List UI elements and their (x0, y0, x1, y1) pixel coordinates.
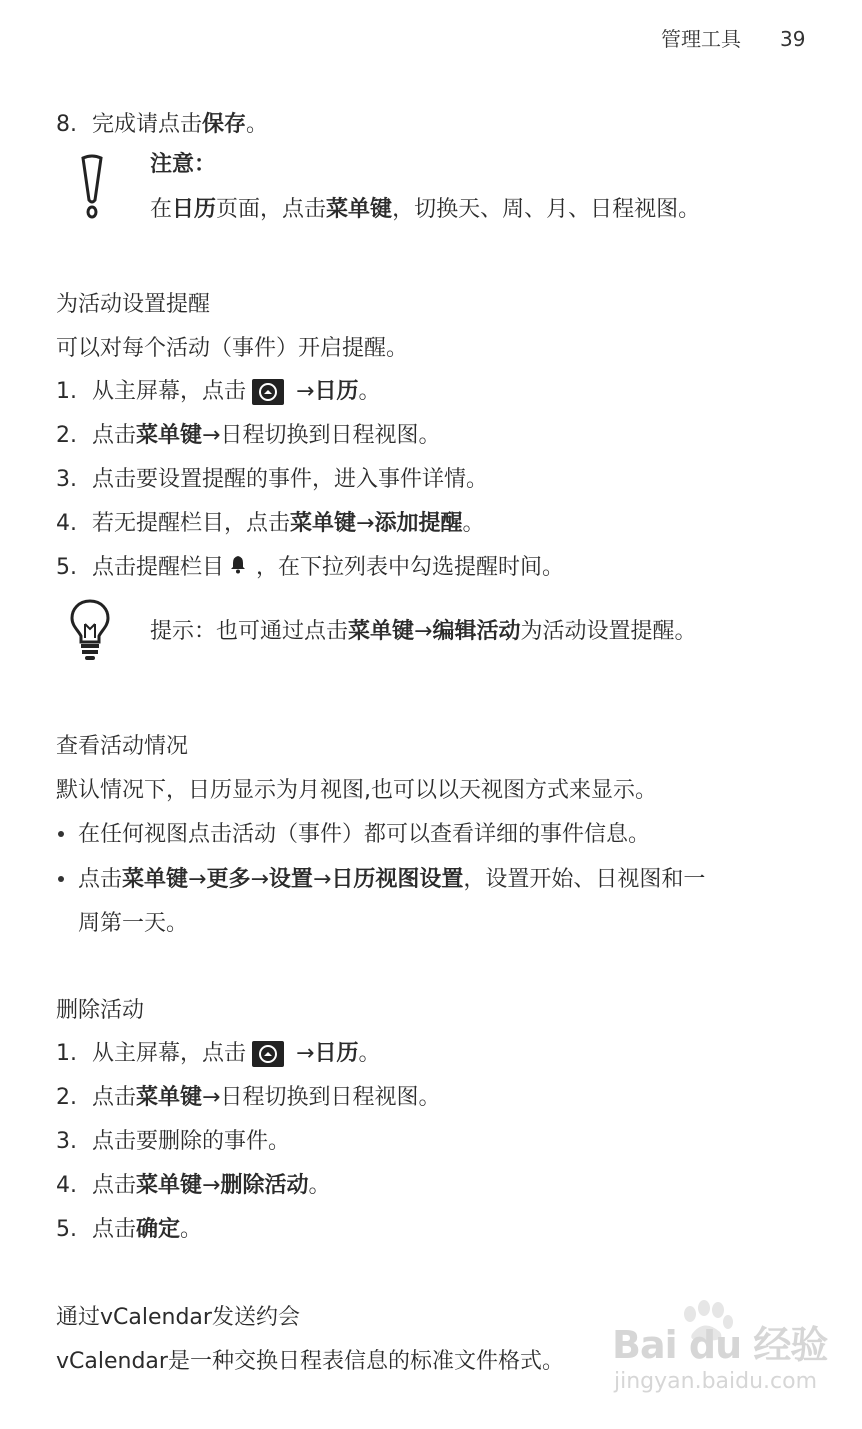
step-text-end: ，在下拉列表中勾选提醒时间。 (256, 555, 565, 580)
step-text-end: 。 (308, 1173, 331, 1198)
bullet-text-post: ，设置开始、日视图和一 (463, 867, 706, 892)
delete-step-1 (56, 1039, 380, 1069)
step-number: 1. (56, 1041, 77, 1066)
step-text-end: 。 (180, 1217, 203, 1242)
step-bold: 日历 (314, 379, 359, 404)
reminder-step-2 (56, 421, 440, 451)
warning-icon (78, 154, 106, 226)
bullet-bold-more: 更多 (206, 867, 251, 892)
reminder-step-5 (56, 553, 564, 583)
note-text-mid: 页面，点击 (216, 197, 327, 222)
step-text-end: 。 (358, 379, 381, 404)
step-bold: 保存 (202, 112, 247, 137)
tip-bold-menu: 菜单键 (348, 619, 415, 644)
step-text: 点击要删除的事件。 (92, 1129, 291, 1154)
app-launcher-icon (252, 379, 284, 405)
step-text: 从主屏幕，点击 (92, 379, 247, 404)
bell-icon (230, 553, 246, 583)
note-text (150, 195, 700, 225)
step-text-end: →日程切换到日程视图。 (202, 1085, 441, 1110)
section-title-view: 查看活动情况 (56, 734, 189, 759)
watermark-logo-text: Bai du 经验 (612, 1323, 828, 1367)
step-number: 4. (56, 511, 77, 536)
arrow: → (356, 511, 375, 536)
step-number: 1. (56, 379, 77, 404)
step-text-end: 。 (462, 511, 485, 536)
arrow: → (250, 867, 269, 892)
bullet-bold-settings: 设置 (268, 867, 313, 892)
step-number: 4. (56, 1173, 77, 1198)
app-launcher-icon (252, 1041, 284, 1067)
bullet-bold-calendar-view-settings: 日历视图设置 (331, 867, 464, 892)
note-label: 注意： (150, 152, 217, 177)
reminder-step-4 (56, 509, 485, 539)
delete-step-4 (56, 1171, 331, 1201)
page-number: 39 (780, 27, 806, 51)
section-title-delete: 删除活动 (56, 998, 145, 1023)
step-text: 点击 (92, 1217, 137, 1242)
note-text-post: ，切换天、周、月、日程视图。 (392, 197, 701, 222)
view-bullet-1: 在任何视图点击活动（事件）都可以查看详细的事件信息。 (78, 822, 651, 847)
section-title-vcalendar: 通过vCalendar发送约会 (56, 1305, 300, 1330)
step-bold: 确定 (136, 1217, 181, 1242)
step-number: 2. (56, 1085, 77, 1110)
lightbulb-icon (68, 598, 112, 666)
step-bold-menu: 菜单键 (136, 1173, 203, 1198)
note-bold-calendar: 日历 (172, 197, 217, 222)
bullet-dot (58, 831, 64, 837)
step-text: 从主屏幕，点击 (92, 1041, 247, 1066)
step-number: 8. (56, 112, 77, 137)
step-number: 2. (56, 423, 77, 448)
step-8 (56, 110, 268, 140)
section-intro-vcalendar: vCalendar是一种交换日程表信息的标准文件格式。 (56, 1349, 564, 1374)
step-number: 3. (56, 467, 77, 492)
section-title-reminder: 为活动设置提醒 (56, 292, 211, 317)
step-bold-delete: 删除活动 (220, 1173, 309, 1198)
arrow: → (414, 619, 433, 644)
step-bold: 日历 (314, 1041, 359, 1066)
view-bullet-2 (78, 865, 705, 895)
step-text: 若无提醒栏目，点击 (92, 511, 291, 536)
tip-text-pre: 提示：也可通过点击 (150, 619, 349, 644)
view-bullet-2-continued: 周第一天。 (78, 911, 189, 936)
step-text: 点击提醒栏目 (92, 555, 225, 580)
bullet-bold-menu: 菜单键 (122, 867, 189, 892)
step-bold: 菜单键 (136, 1085, 203, 1110)
delete-step-5 (56, 1215, 202, 1245)
step-text-end: 。 (246, 112, 269, 137)
note-text-pre: 在 (150, 197, 173, 222)
section-intro-reminder: 可以对每个活动（事件）开启提醒。 (56, 336, 409, 361)
note-bold-menu: 菜单键 (326, 197, 393, 222)
step-text: 点击要设置提醒的事件，进入事件详情。 (92, 467, 489, 492)
step-bold-add: 添加提醒 (374, 511, 463, 536)
step-bold-menu: 菜单键 (290, 511, 357, 536)
tip-bold-edit: 编辑活动 (432, 619, 521, 644)
arrow: → (296, 1041, 315, 1066)
step-bold: 菜单键 (136, 423, 203, 448)
step-number: 5. (56, 555, 77, 580)
step-text: 点击 (92, 1085, 137, 1110)
bullet-dot (58, 876, 64, 882)
arrow: → (296, 379, 315, 404)
section-intro-view: 默认情况下，日历显示为月视图,也可以以天视图方式来显示。 (56, 778, 657, 803)
step-text: 点击 (92, 1173, 137, 1198)
delete-step-2 (56, 1083, 440, 1113)
step-number: 5. (56, 1217, 77, 1242)
arrow: → (312, 867, 332, 892)
step-text-end: →日程切换到日程视图。 (202, 423, 441, 448)
step-text-end: 。 (358, 1041, 381, 1066)
step-text: 点击 (92, 423, 137, 448)
page-header-title: 管理工具 (661, 27, 741, 51)
bullet-text-pre: 点击 (78, 867, 123, 892)
delete-step-3 (56, 1127, 290, 1157)
watermark-url: jingyan.baidu.com (614, 1369, 818, 1394)
reminder-step-1 (56, 377, 380, 407)
step-number: 3. (56, 1129, 77, 1154)
step-text: 完成请点击 (92, 112, 203, 137)
tip-text-post: 为活动设置提醒。 (520, 619, 697, 644)
tip-text (150, 617, 697, 647)
arrow: → (188, 867, 207, 892)
arrow: → (202, 1173, 221, 1198)
reminder-step-3 (56, 465, 488, 495)
